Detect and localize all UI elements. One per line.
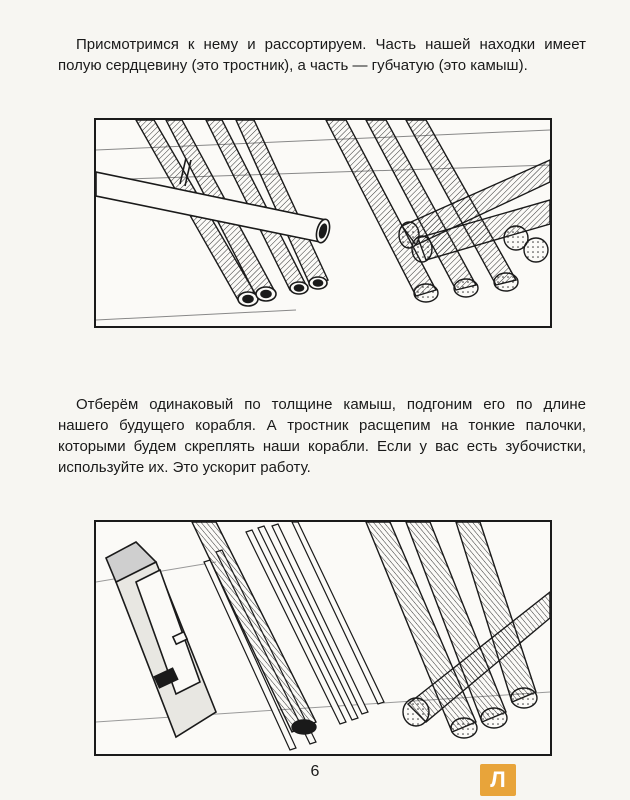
bleed-through-text (70, 80, 570, 96)
figure-reed-and-cattail (94, 118, 552, 328)
publisher-logo-badge: Л (480, 764, 516, 796)
reed-and-cattail-illustration (96, 120, 550, 326)
paragraph-preparation: Отберём одинаковый по толщине камыш, подгоним его по длине нашего будущего корабля. А тростник расщепим на тонкие палочки, которыми будем скреплять наши корабли. Если у вас есть зубочистки, используйте их. Это ускорит работу. (58, 396, 586, 476)
page-number: 6 (310, 763, 320, 780)
paragraph-sorting: Присмотримся к нему и рассортируем. Часть нашей находки имеет полую сердцевину (это тростник), а часть — губчатую (это камыш). (58, 36, 586, 74)
figure-tools-and-stems (94, 520, 552, 756)
tools-and-stems-illustration (96, 522, 550, 754)
